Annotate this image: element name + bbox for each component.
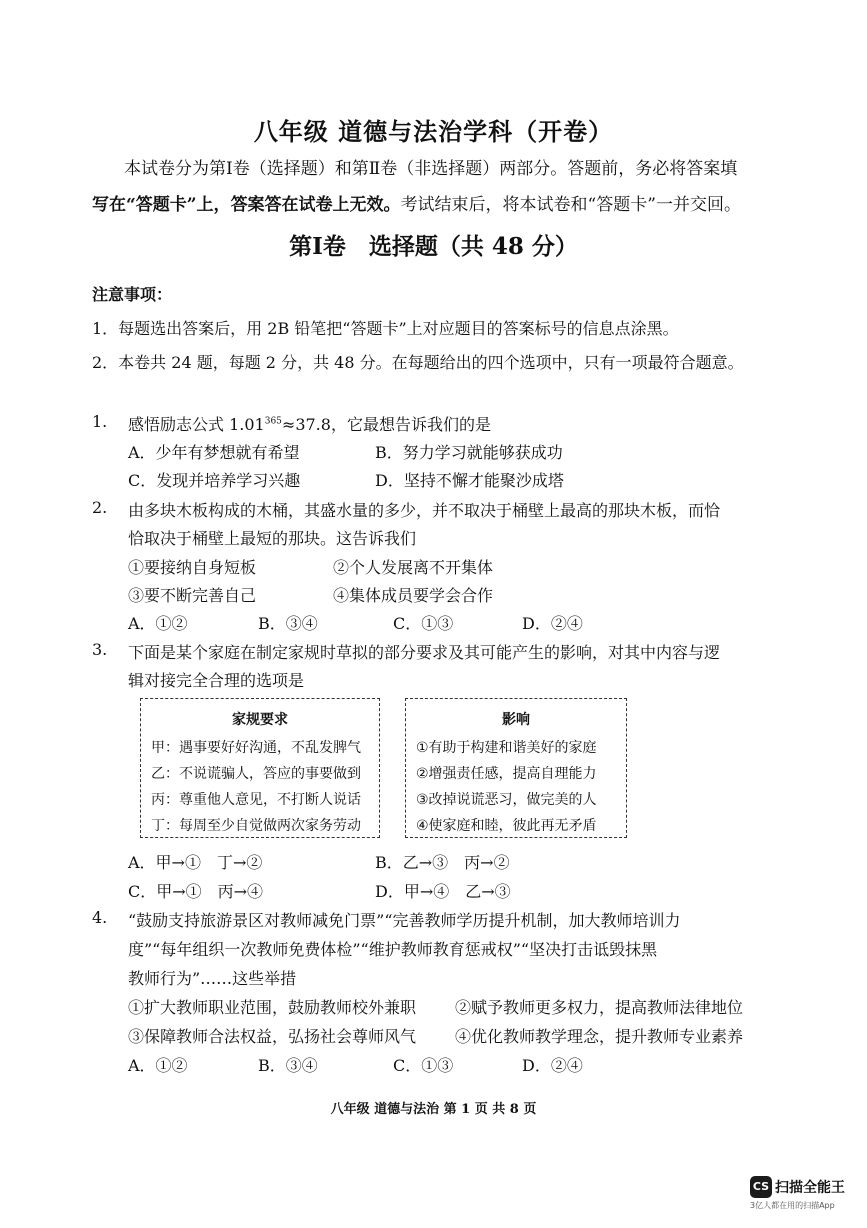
rule-bing: 丙：尊重他人意见，不打断人说话	[151, 792, 361, 808]
note-item-2: 2．本卷共 24 题，每题 2 分，共 48 分。在每题给出的四个选项中，只有一项最符合题意。	[92, 353, 744, 372]
q3-option-b: B．乙→③ 丙→②	[375, 853, 510, 872]
q1-option-a: A．少年有梦想就有希望	[128, 443, 300, 462]
q4-choice-4: ④优化教师教学理念，提升教师专业素养	[455, 1027, 744, 1046]
q2-choice-4: ④集体成员要学会合作	[333, 586, 494, 605]
q1-stem-b: ≈37.8，它最想告诉我们的是	[281, 415, 491, 434]
watermark-app-name: 扫描全能王	[775, 1180, 845, 1196]
q4-choice-1: ①扩大教师职业范围，鼓励教师校外兼职	[128, 998, 417, 1017]
rule-yi: 乙：不说谎骗人，答应的事要做到	[151, 766, 361, 782]
q1-stem-a: 感悟励志公式 1.01	[128, 415, 265, 434]
q3-option-c: C．甲→① 丙→④	[128, 882, 264, 901]
q1-option-b: B．努力学习就能够获成功	[375, 443, 563, 462]
q4-option-d: D．②④	[522, 1056, 583, 1075]
q4-option-a: A．①②	[128, 1056, 188, 1075]
q3-option-a: A．甲→① 丁→②	[128, 853, 263, 872]
camscanner-logo-icon: CS	[750, 1176, 772, 1198]
q1-number: 1.	[92, 412, 108, 431]
influence-2: ②增强责任感，提高自理能力	[416, 766, 597, 782]
q4-stem-line-1: “鼓励支持旅游景区对教师减免门票”“完善教师学历提升机制，加大教师培训力	[128, 911, 681, 930]
influence-box	[405, 698, 627, 838]
q3-stem-line-2: 辑对接完全合理的选项是	[128, 671, 305, 690]
intro-line-1: 本试卷分为第Ⅰ卷（选择题）和第Ⅱ卷（非选择题）两部分。答题前，务必将答案填	[124, 159, 738, 179]
intro-rest: 考试结束后，将本试卷和“答题卡”一并交回。	[400, 195, 741, 215]
q4-option-c: C．①③	[393, 1056, 454, 1075]
influence-4: ④使家庭和睦，彼此再无矛盾	[416, 818, 597, 834]
influence-heading: 影响	[502, 712, 530, 728]
influence-1: ①有助于构建和谐美好的家庭	[416, 740, 597, 756]
watermark-tagline: 3亿人都在用的扫描App	[750, 1201, 835, 1210]
q3-option-d: D．甲→④ 乙→③	[375, 882, 511, 901]
intro-bold-2: 答案答在试卷上无效。	[230, 195, 401, 215]
q1-option-c: C．发现并培养学习兴趣	[128, 471, 301, 490]
household-rules-box	[140, 698, 380, 838]
q1-option-d: D．坚持不懈才能聚沙成塔	[375, 471, 564, 490]
intro-line-2	[92, 188, 782, 222]
q4-option-b: B．③④	[258, 1056, 318, 1075]
q4-stem-line-2: 度”“每年组织一次教师免费体检”“维护教师教育惩戒权”“坚决打击诋毁抹黑	[128, 940, 658, 959]
q4-choice-3: ③保障教师合法权益，弘扬社会尊师风气	[128, 1027, 417, 1046]
q3-number: 3.	[92, 640, 108, 659]
q2-option-b: B．③④	[258, 614, 318, 633]
section-title: 第Ⅰ卷 选择题（共 48 分）	[289, 233, 578, 260]
intro-bold-1: 写在“答题卡”上，	[92, 195, 231, 215]
page-title: 八年级 道德与法治学科（开卷）	[253, 117, 614, 146]
q2-option-a: A．①②	[128, 614, 188, 633]
household-rules-heading: 家规要求	[232, 712, 288, 728]
q1-stem-exponent: 365	[264, 416, 282, 427]
notes-title: 注意事项：	[92, 285, 173, 304]
scanner-watermark	[750, 1176, 845, 1211]
q2-option-d: D．②④	[522, 614, 583, 633]
q2-option-c: C．①③	[393, 614, 454, 633]
rule-ding: 丁：每周至少自觉做两次家务劳动	[151, 818, 361, 834]
q4-number: 4.	[92, 908, 108, 927]
q2-number: 2.	[92, 498, 108, 517]
rule-jia: 甲：遇事要好好沟通，不乱发脾气	[151, 740, 361, 756]
q2-choice-1: ①要接纳自身短板	[128, 558, 257, 577]
influence-3: ③改掉说谎恶习，做完美的人	[416, 792, 597, 808]
q2-choice-3: ③要不断完善自己	[128, 586, 257, 605]
q1-stem	[128, 412, 491, 435]
q4-choice-2: ②赋予教师更多权力，提高教师法律地位	[455, 998, 744, 1017]
note-item-1: 1．每题选出答案后，用 2B 铅笔把“答题卡”上对应题目的答案标号的信息点涂黑。	[92, 319, 679, 338]
q2-stem-line-1: 由多块木板构成的木桶，其盛水量的多少，并不取决于桶壁上最高的那块木板，而恰	[128, 501, 721, 520]
page-footer: 八年级 道德与法治 第 1 页 共 8 页	[330, 1102, 537, 1117]
q2-stem-line-2: 恰取决于桶壁上最短的那块。这告诉我们	[128, 529, 417, 548]
q4-stem-line-3: 教师行为”……这些举措	[128, 969, 297, 988]
q2-choice-2: ②个人发展离不开集体	[333, 558, 494, 577]
q3-stem-line-1: 下面是某个家庭在制定家规时草拟的部分要求及其可能产生的影响，对其中内容与逻	[128, 643, 721, 662]
